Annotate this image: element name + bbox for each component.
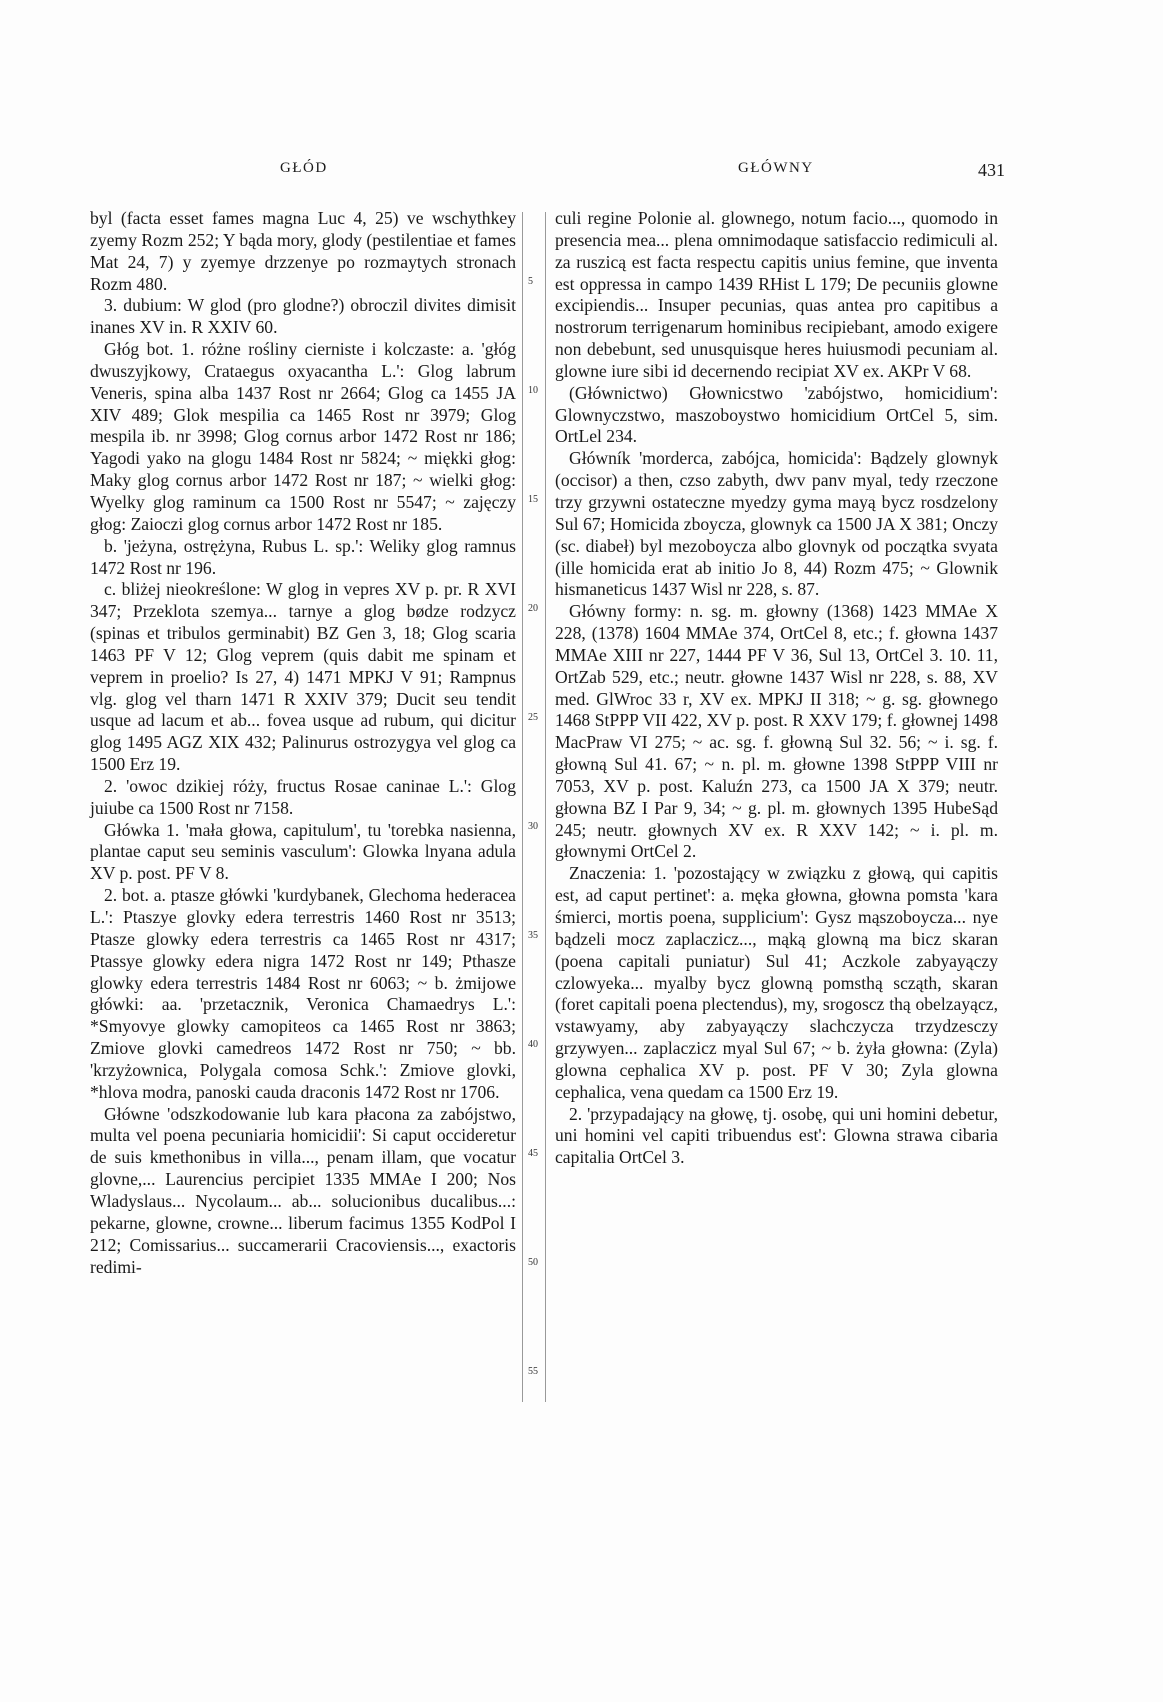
line-number: 40 [528, 1039, 538, 1050]
line-number: 10 [528, 385, 538, 396]
entry-glowne: Główne 'odszkodowanie lub kara płacona za zabójstwo, multa vel poena pecuniaria homicidii': Si caput occideretur de suis kmethonibus in villa..., penam illam, que vocatur glovne,... Laurencius percipiet 1335 MMAe I 200; Nos Wladyslaus... Nycolaum... ab... solucionibus ducalibus...: pekarne, glowne, crowne... liberum facimus 1355 KodPol I 212; Comissarius... succamerarii Cracoviensis..., exactoris redimi- [90, 1103, 516, 1277]
line-number: 5 [528, 276, 533, 287]
entry-glowny: Główny formy: n. sg. m. głowny (1368) 1423 MMAe X 228, (1378) 1604 MMAe 374, OrtCel 8, etc.; f. głowna 1437 MMAe XIII nr 227, 1444 PF V 36, Sul 13, OrtCel 3. 10. 11, OrtZab 529, etc.; neutr. głowne 1437 Wisl nr 228, s. 88, XV med. GlWroc 33 r, XV ex. MPKJ II 318; ~ g. sg. głownego 1468 StPPP VII 422, XV p. post. R XXV 179; f. głownej 1498 MacPraw VI 275; ~ ac. sg. f. głowną Sul 32. 56; ~ i. sg. f. głowną Sul 41. 67; ~ n. pl. m. głowne 1398 StPPP VIII nr 7053, XV p. post. Kaluźn 273, ca 1500 JA X 379; neutr. głowna BZ I Par 9, 34; ~ g. pl. m. głownych 1395 HubeSąd 245; neutr. głownych XV ex. R XXV 142; ~ i. pl. m. głownymi OrtCel 2. [555, 601, 998, 862]
line-number: 50 [528, 1257, 538, 1268]
entry-paragraph: byl (facta esset fames magna Luc 4, 25) ve wschythkey zyemy Rozm 252; Y bąda mory, glody (pestilentiae et fames Mat 24, 7) y zyemye drzzenye po rozmaytych stronach Rozm 480. [90, 208, 516, 294]
right-column [555, 208, 998, 1169]
entry-glownik: Główník 'morderca, zabójca, homicida': Bądzely glownyk (occisor) a then, czso zabyth, dwv panv myal, tedy rzeczone trzy grzywni ostateczne myedzy gyma mayą bycz rosdzelony Sul 67; Homicida zboycza, glownyk ca 1500 JA X 381; Onczy (sc. diabeł) byl mezoboycza albo glovnyk od początka svyata (ille homicida erat ab initio Jo 8, 44) Rozm 475; ~ Glownik hismaneticus 1437 Wisl nr 228, s. 87. [555, 448, 998, 600]
entry-paragraph: 3. dubium: W glod (pro glodne?) obroczil divites dimisit inanes XV in. R XXIV 60. [90, 295, 516, 338]
line-number: 30 [528, 821, 538, 832]
left-column [90, 208, 516, 1278]
line-number: 25 [528, 712, 538, 723]
line-number: 20 [528, 603, 538, 614]
running-head-left: GŁÓD [280, 160, 328, 176]
entry-paragraph: 2. bot. a. ptasze główki 'kurdybanek, Glechoma hederacea L.': Ptaszye glovky edera terrestris 1460 Rost nr 3513; Ptasze glowky edera terrestris ca 1465 Rost nr 4317; Ptassye glowky edera nigra 1472 Rost nr 149; Pthasze glowky edera terrestris 1484 Rost nr 6063; ~ b. żmijowe główki: aa. 'przetacznik, Veronica Chamaedrys L.': *Smyovye glowky camopiteos ca 1465 Rost nr 3863; Zmiove glovki camedreos 1472 Rost nr 750; ~ bb. 'krzyżownica, Polygala comosa Schk.': Zmiove glovki, *hlova modra, panoski cauda draconis 1472 Rost nr 1706. [90, 885, 516, 1102]
entry-glownictwo: (Głównictwo) Głownicstwo 'zabójstwo, homicidium': Glownyczstwo, maszoboystwo homicidium OrtCel 5, sim. OrtLel 234. [555, 382, 998, 447]
entry-paragraph: b. 'jeżyna, ostrężyna, Rubus L. sp.': Weliky glog ramnus 1472 Rost nr 196. [90, 535, 516, 578]
line-number: 35 [528, 930, 538, 941]
running-head-center: GŁÓWNY [738, 160, 814, 176]
entry-paragraph: 2. 'przypadający na głowę, tj. osobę, qui uni homini debetur, uni homini vel capiti tribuendus est': Glowna strawa cibaria capitalia OrtCel 3. [555, 1103, 998, 1168]
line-number: 45 [528, 1148, 538, 1159]
entry-paragraph: 2. 'owoc dzikiej róży, fructus Rosae caninae L.': Glog juiube ca 1500 Rost nr 7158. [90, 775, 516, 818]
line-number: 55 [528, 1366, 538, 1377]
entry-paragraph: culi regine Polonie al. glownego, notum facio..., quomodo in presencia mea... plena omnimodaque satisfaccio redimiculi al. za ruszicą est facta respectu capitis unius femine, que inventa est oppressa in campo 1439 RHist L 179; De pecuniis glowne excipiendis... Insuper pecunias, quas antea pro capitibus a nostrorum terrigenarum hominibus recipiebant, amodo exigere non debebunt, sed unusquisque heres huiusmodi pecuniam al. glowne iure sibi id decernendo recipiat XV ex. AKPr V 68. [555, 208, 998, 381]
line-number: 15 [528, 494, 538, 505]
entry-paragraph: c. bliżej nieokreślone: W glog in vepres XV p. pr. R XVI 347; Przeklota szemya... tarnye a glog bødze rodzycz (spinas et tribulos germinabit) BZ Gen 3, 18; Glog scaria 1463 PF V 12; Glog veprem (quis dabit me spinam et veprem in proelio? Is 27, 4) 1471 MPKJ V 91; Rampnus vlg. glog vel tharn 1471 R XXIV 379; Ducit seu tendit usque ad lacum et ab... fovea usque ad rubum, qui dicitur glog 1495 AGZ XIX 432; Palinurus ostrozygya vel glog ca 1500 Erz 19. [90, 579, 516, 775]
column-rule-left [522, 212, 523, 1402]
page-number: 431 [978, 160, 1005, 180]
entry-glowka: Główka 1. 'mała głowa, capitulum', tu 'torebka nasienna, plantae caput seu seminis vasculum': Glowka lnyana adula XV p. post. PF V 8. [90, 819, 516, 884]
entry-paragraph: Znaczenia: 1. 'pozostający w związku z głową, qui capitis est, ad caput pertinet': a. męka głowna, głowna pomsta 'kara śmierci, mortis poena, supplicium': Gysz mąszoboycza... nye bądzeli mocz zaplaczicz..., mąką glowną ma bicz skaran (poena capitali puniatur) Sul 41; Aczkole zabyayączy czlowyeka... myalby bycz glowną pomsthą scząth, skaran (foret capitali poena plectendus), my, srogoscz thą obelzayącz, vstawyamy, aby zabyayączy slachczycza trzydzesczy grzywyen... zaplaczicz myal Sul 67; ~ b. żyła głowna: (Zyla) glowna cephalica XV p. post. PF V 30; Zyla glowna cephalica, vena quedam ca 1500 Erz 19. [555, 863, 998, 1102]
entry-glog: Głóg bot. 1. różne rośliny cierniste i kolczaste: a. 'głóg dwuszyjkowy, Crataegus oxyacantha L.': Glog labrum Veneris, spina alba 1437 Rost nr 2664; Glog ca 1455 JA XIV 489; Glok mespilia ca 1465 Rost nr 3979; Glog mespila ib. nr 3998; Glog cornus arbor 1472 Rost nr 186; Yagodi yako na glogu 1484 Rost nr 5824; ~ miękki głog: Maky glog cornus arbor 1472 Rost nr 187; ~ wielki głog: Wyelky glog raminum ca 1500 Rost nr 5547; ~ zajęczy głog: Zaioczi glog cornus arbor 1472 Rost nr 185. [90, 339, 516, 534]
